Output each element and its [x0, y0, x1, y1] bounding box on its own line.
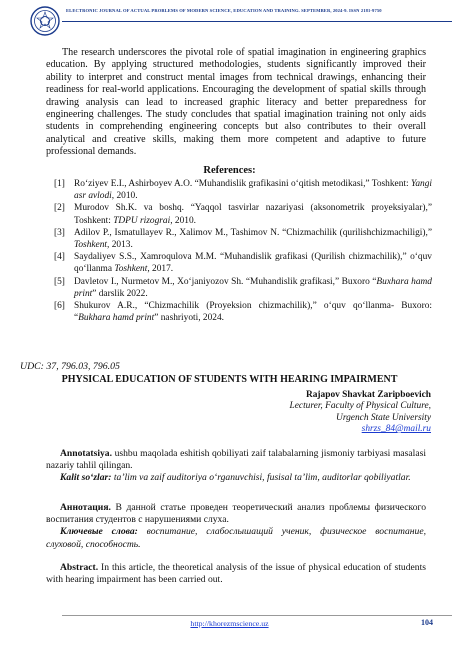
reference-year: , 2010. [111, 191, 138, 202]
footer-url-link[interactable]: http://khorezmscience.uz [190, 619, 269, 628]
journal-header-title: ELECTRONIC JOURNAL OF ACTUAL PROBLEMS OF MODERN SCIENCE, EDUCATION AND TRAINING. SEPTEMBER, 2024-9. ISSN 2181-9750 [66, 8, 382, 13]
reference-publisher: Buxhara hamd print [74, 276, 432, 299]
reference-year: ” nashriyoti, 2024. [154, 313, 225, 324]
reference-year: , 2017. [147, 264, 174, 275]
references-heading: References: [203, 165, 256, 176]
keywords-uz-text: taʼlim va zaif auditoriya oʻrganuvchisi, fusisal taʼlim, auditorlar qobiliyatlar. [111, 472, 411, 484]
reference-item [46, 276, 432, 300]
reference-publisher: Toshkent [114, 264, 148, 275]
annotation-uzbek [46, 448, 426, 485]
reference-publisher: Bukhara hamd print [78, 313, 155, 324]
reference-publisher: TDPU rizograi [113, 215, 171, 226]
reference-item [46, 178, 432, 202]
reference-number: [2] [54, 203, 65, 214]
reference-number: [3] [54, 227, 65, 238]
author-university: Urgench State University [336, 412, 431, 423]
reference-text: Murodov Sh.K. va boshq. “Yaqqol tasvirlar nazariyasi (aksonometrik proyeksiyalar),” Toshkent: [74, 203, 432, 226]
reference-year: ” darslik 2022. [92, 288, 148, 299]
journal-seal-icon [30, 6, 60, 36]
author-block [290, 390, 431, 436]
reference-item [46, 300, 432, 324]
abstract-english [46, 562, 426, 586]
reference-text: Davletov I., Nurmetov M., Xoʻjaniyozov Sh. “Muhandislik grafikasi,” Buxoro “ [74, 276, 377, 287]
keywords-ru-label: Ключевые слова: [60, 526, 138, 538]
footer-divider [62, 615, 452, 616]
page-number: 104 [421, 618, 433, 627]
keywords-ru-text: воспитание, слабослышащий ученик, физическое воспитание, слуховой, способность. [46, 526, 426, 550]
reference-year: , 2010. [170, 215, 197, 226]
reference-item [46, 202, 432, 226]
reference-number: [6] [54, 301, 65, 312]
author-name: Rajapov Shavkat Zaripboevich [305, 390, 431, 400]
keywords-uz-label: Kalit soʻzlar: [60, 472, 112, 484]
annotation-russian [46, 502, 426, 551]
header-divider [62, 21, 452, 22]
annotation-ru-text: В данной статье проведен теоретический анализ проблемы физического воспитания студентов с нарушениями слуха. [46, 502, 426, 526]
abstract-en-label: Abstract. [60, 562, 99, 573]
annotation-uz-text: ushbu maqolada eshitish qobiliyati zaif talabalarning jismoniy tarbiyasi masalasi nazariy tahlil qilingan. [46, 448, 426, 472]
reference-number: [5] [54, 276, 65, 287]
conclusion-paragraph: The research underscores the pivotal role of spatial imagination in engineering graphics education. By applying structured methodologies, students significantly improved their ability to interpret and construct mental images from technical drawings, enhancing their readiness for real-world applications. Encouraging the development of spatial skills through drawing analysis can lead to increased graphic literacy and better preparedness for engineering challenges. The study concludes that spatial imagination training not only aids students in comprehending engineering concepts but also contributes to their overall analytical and creative skills, making them more competent and adaptive to future professional demands. [46, 47, 426, 158]
reference-year: , 2013. [107, 240, 133, 251]
abstract-en-text: In this article, the theoretical analysis of the issue of physical education of students with hearing impairment has been carried out. [46, 562, 426, 586]
author-email-link[interactable]: shrzs_84@mail.ru [361, 424, 431, 435]
reference-item [46, 227, 432, 251]
reference-text: Shukurov A.R., “Chizmachilik (Proyeksion chizmachilik),” oʻquv qoʻllanma- Buxoro: “ [74, 301, 432, 324]
reference-item [46, 251, 432, 275]
udc-code: UDC: 37, 796.03, 796.05 [20, 361, 120, 372]
references-list [46, 178, 432, 324]
annotation-uz-label: Annotatsiya. [60, 448, 112, 459]
reference-publisher: Toshkent [74, 240, 107, 251]
article-title: PHYSICAL EDUCATION OF STUDENTS WITH HEARING IMPAIRMENT [61, 374, 398, 385]
reference-text: Saydaliyev S.S., Xamroqulova M.M. “Muhandislik grafikasi (Qurilish chizmachilik),” oʻquv qoʻllanma [74, 252, 432, 275]
reference-publisher: Yangi asr avlodi [74, 179, 432, 202]
reference-number: [1] [54, 179, 65, 189]
annotation-ru-label: Аннотация. [60, 502, 111, 513]
author-position: Lecturer, Faculty of Physical Culture, [289, 401, 431, 412]
reference-text: Roʻziyev E.I., Ashirboyev A.O. “Muhandislik grafikasini oʻqitish metodikasi,” Toshkent: [74, 179, 411, 189]
reference-number: [4] [54, 252, 65, 263]
reference-text: Adilov P., Ismatullayev R., Xalimov M., Tashimov N. “Chizmachilik (qurilishchizmachiligi),” [74, 227, 432, 238]
